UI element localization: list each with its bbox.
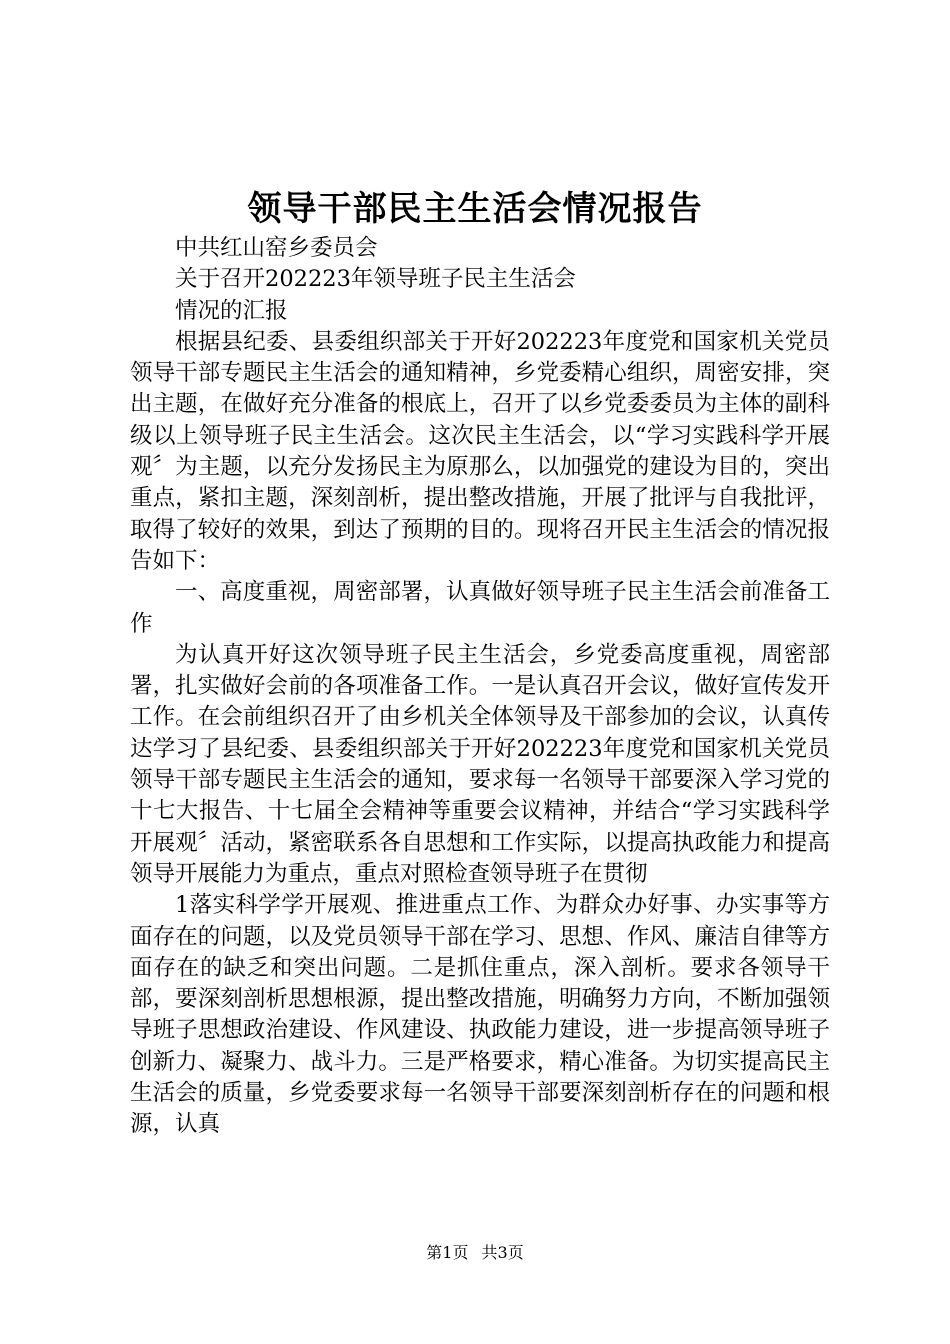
subtitle-line-2: 情况的汇报: [175, 297, 288, 324]
page-total: 共3页: [481, 1243, 524, 1262]
page-footer: [0, 1242, 950, 1264]
body-paragraph: 根据县纪委、县委组织部关于开好202223年度党和国家机关党员领导干部专题民主生活会的通知精神，乡党委精心组织，周密安排，突出主题，在做好充分准备的根底上，召开了以乡党委委员为主体的副科级以上领导班子民主生活会。这次民主生活会，以“学习实践科学开展观〞为主题，以充分发扬民主为原那么，以加强党的建设为目的，突出重点，紧扣主题，深刻剖析，提出整改措施，开展了批评与自我批评，取得了较好的效果，到达了预期的目的。现将召开民主生活会的情况报告如下：: [130, 328, 830, 574]
org-name-line: 中共红山窑乡委员会: [175, 235, 378, 261]
document-body: [130, 233, 830, 1141]
subtitle-line: 关于召开202223年领导班子民主生活会: [175, 266, 576, 293]
body-paragraph: 为认真开好这次领导班子民主生活会，乡党委高度重视，周密部署，扎实做好会前的各项准备工作。一是认真召开会议，做好宣传发开工作。在会前组织召开了由乡机关全体领导及干部参加的会议，认真传达学习了县纪委、县委组织部关于开好202223年度党和国家机关党员领导干部专题民主生活会的通知，要求每一名领导干部要深入学习党的十七大报告、十七届全会精神等重要会议精神，并结合“学习实践科学开展观〞活动，紧密联系各自思想和工作实际，以提高执政能力和提高领导开展能力为重点，重点对照检查领导班子在贯彻: [130, 641, 830, 887]
body-paragraph: 1落实科学学开展观、推进重点工作、为群众办好事、办实事等方面存在的问题，以及党员领导干部在学习、思想、作风、廉洁自律等方面存在的缺乏和突出问题。二是抓住重点，深入剖析。要求各领导干部，要深刻剖析思想根源，提出整改措施，明确努力方向，不断加强领导班子思想政治建设、作风建设、执政能力建设，进一步提高领导班子创新力、凝聚力、战斗力。三是严格要求，精心准备。为切实提高民主生活会的质量，乡党委要求每一名领导干部要深刻剖析存在的问题和根源，认真: [130, 892, 830, 1138]
page-number: 第1页: [426, 1243, 469, 1262]
document-title: 领导干部民主生活会情况报告: [247, 189, 703, 229]
section-heading: 一、高度重视，周密部署，认真做好领导班子民主生活会前准备工作: [130, 579, 830, 637]
